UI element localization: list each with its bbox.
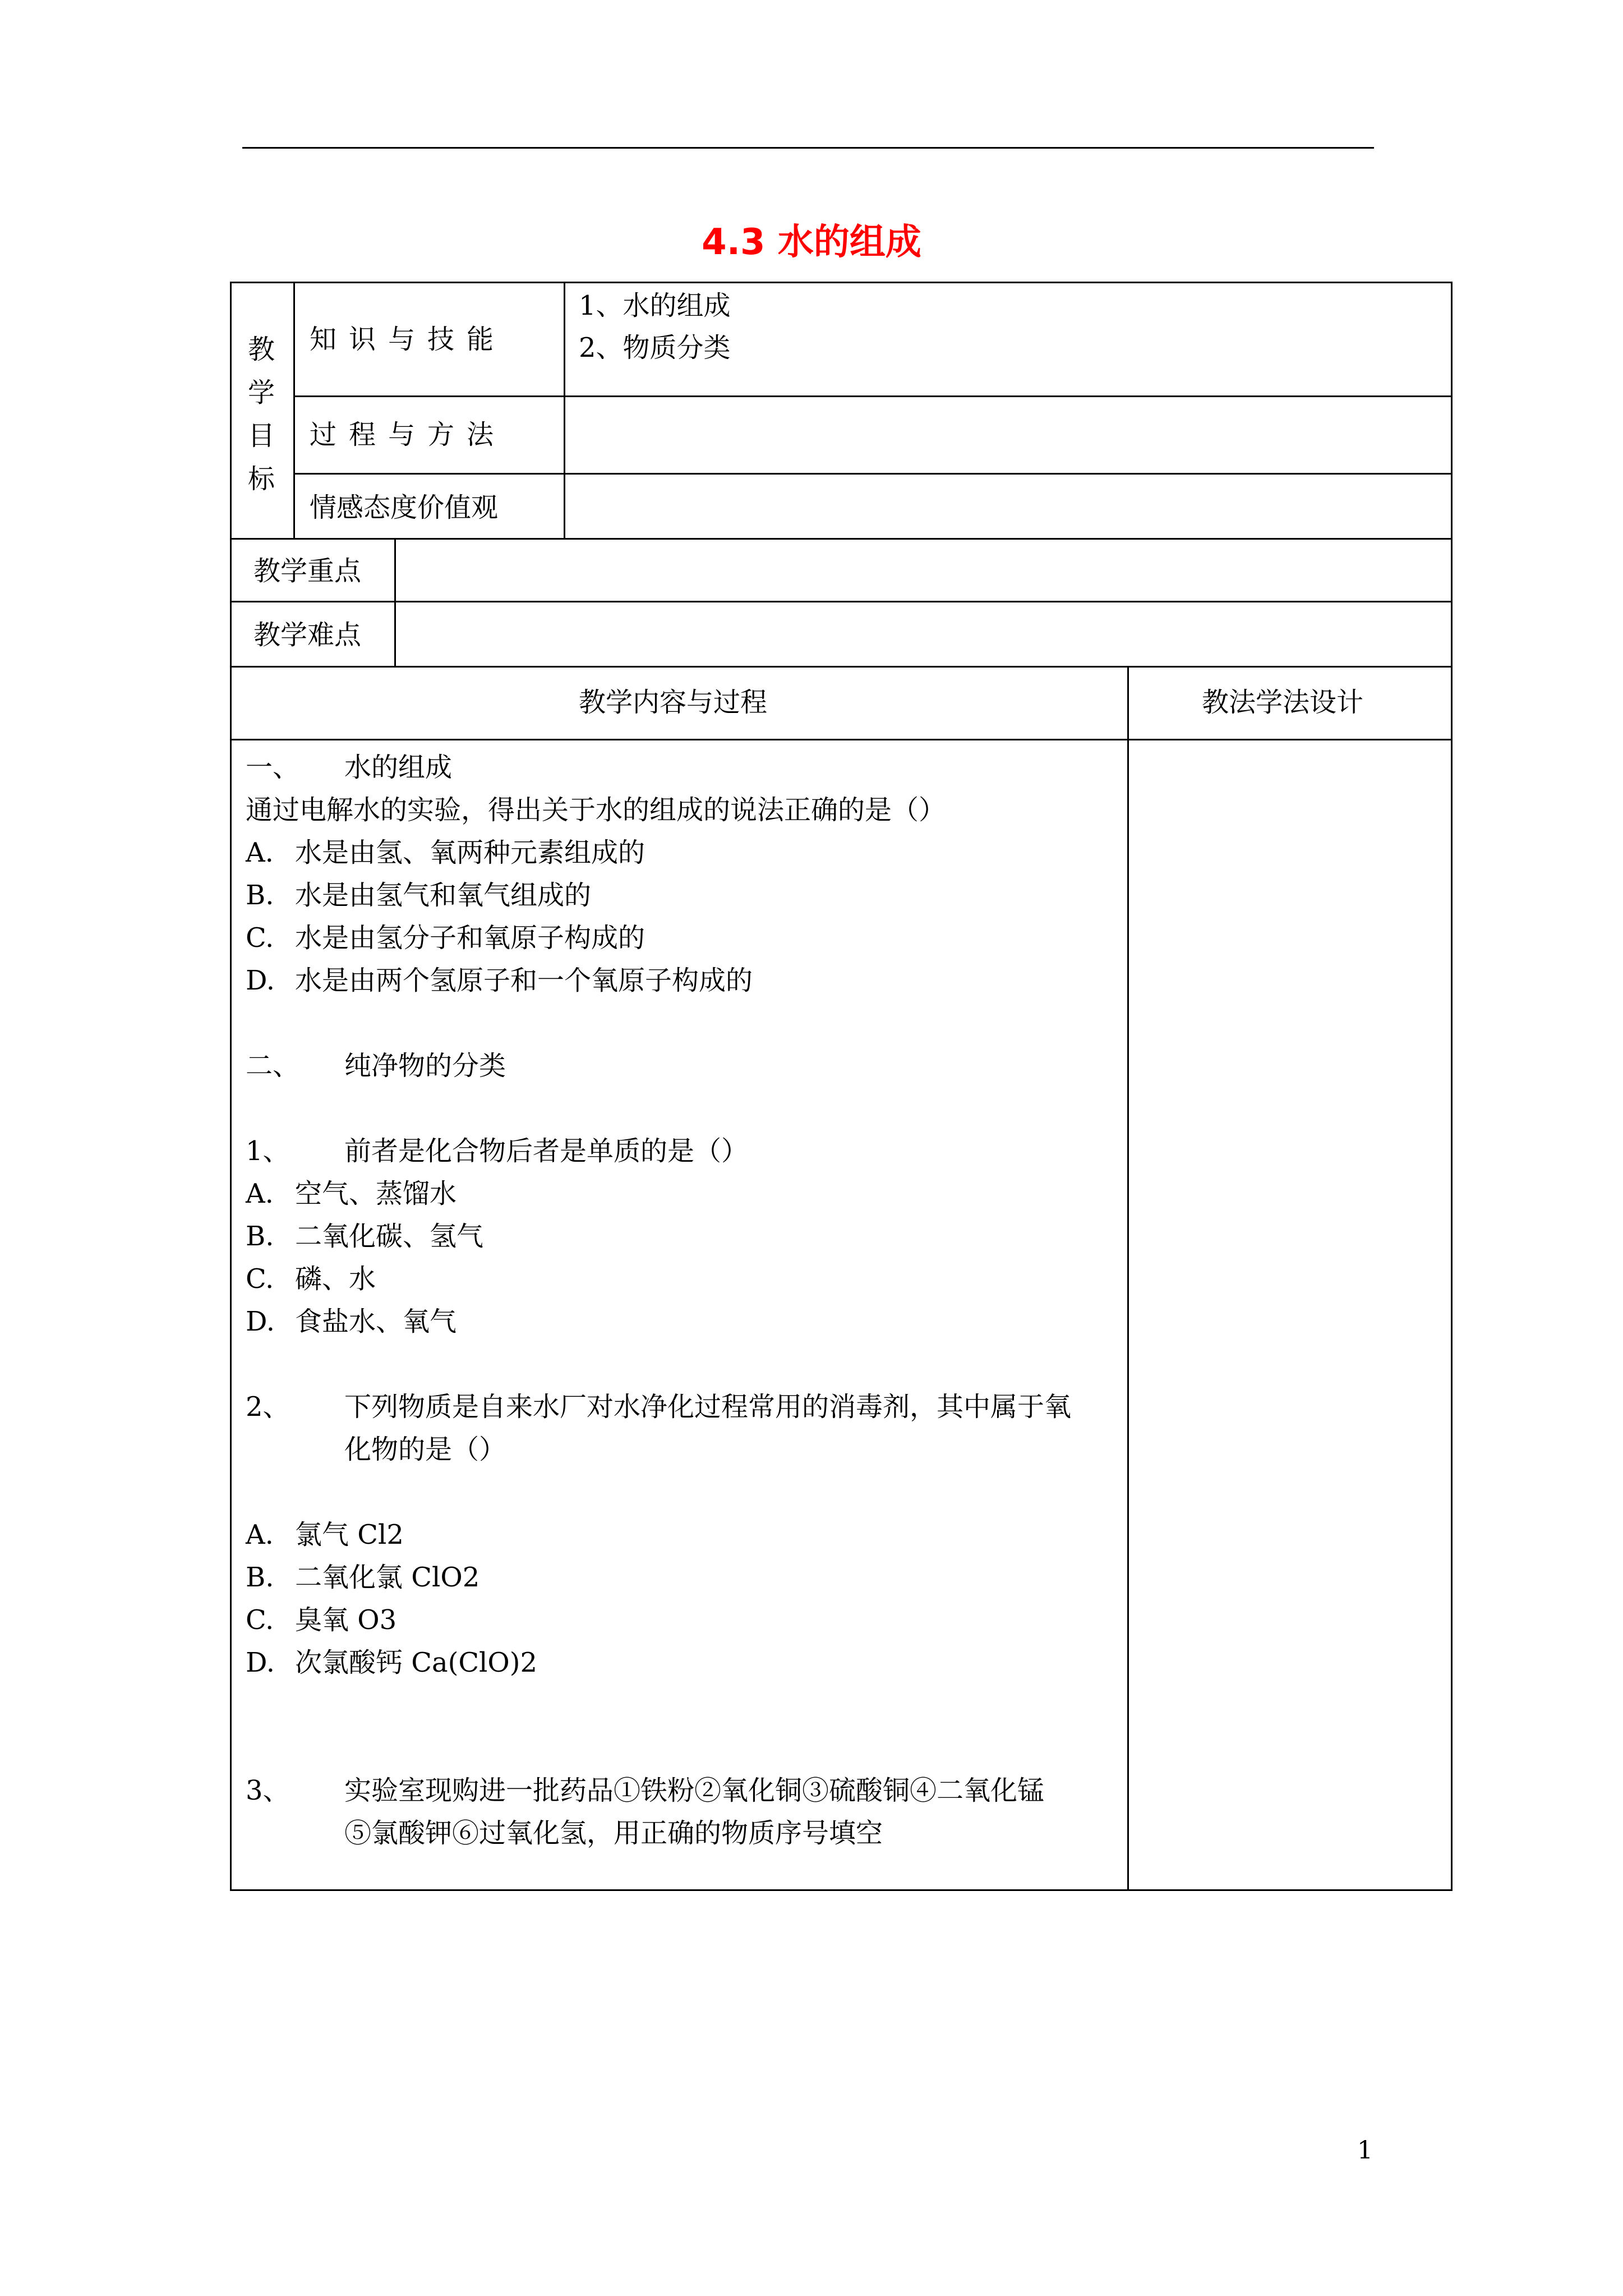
- question-1-option-d: D. 食盐水、氧气: [246, 1306, 457, 1337]
- column-header-methods: 教法学法设计: [1202, 687, 1364, 718]
- section-1-option-d: D. 水是由两个氢原子和一个氧原子构成的: [246, 965, 753, 996]
- section-1-option-c: C. 水是由氢分子和氧原子构成的: [246, 922, 645, 954]
- question-2-option-a: A. 氯气 Cl2: [246, 1519, 404, 1550]
- section-1-option-b: B. 水是由氢气和氧气组成的: [246, 880, 592, 911]
- lesson-content: [246, 746, 1121, 1855]
- objectives-group-label: 教 学 目 标: [247, 334, 275, 495]
- objective-label-process: 过程与方法: [310, 419, 506, 450]
- objective-label-knowledge: 知识与技能: [310, 324, 506, 355]
- section-1-question: 通过电解水的实验，得出关于水的组成的说法正确的是（）: [246, 794, 946, 826]
- question-1: 1、 前者是化合物后者是单质的是（）: [246, 1135, 749, 1167]
- question-3-continued: ⑤氯酸钾⑥过氧化氢，用正确的物质序号填空: [344, 1818, 883, 1849]
- question-2: 2、 下列物质是自来水厂对水净化过程常用的消毒剂，其中属于氧: [246, 1391, 1072, 1423]
- question-2-option-c: C. 臭氧 O3: [246, 1604, 397, 1636]
- key-points-label: 教学重点: [253, 555, 362, 587]
- column-header-content: 教学内容与过程: [579, 687, 768, 718]
- difficulties-row: [230, 601, 1453, 668]
- page-number: 1: [1357, 2136, 1373, 2165]
- objective-knowledge-line-2: 2、物质分类: [579, 332, 731, 364]
- objective-label-attitude: 情感态度价值观: [310, 492, 499, 523]
- question-3: 3、 实验室现购进一批药品①铁粉②氧化铜③硫酸铜④二氧化锰: [246, 1775, 1045, 1806]
- difficulties-label: 教学难点: [253, 619, 362, 651]
- question-2-option-d: D. 次氯酸钙 Ca(ClO)2: [246, 1647, 538, 1678]
- key-points-row: [230, 538, 1453, 602]
- question-1-option-b: B. 二氧化碳、氢气: [246, 1221, 484, 1252]
- header-rule: [242, 147, 1374, 149]
- question-1-option-c: C. 磷、水: [246, 1263, 376, 1295]
- page-title: 4.3 水的组成: [702, 222, 921, 263]
- section-2-heading: 二、 纯净物的分类: [246, 1050, 506, 1082]
- section-1-option-a: A. 水是由氢、氧两种元素组成的: [246, 837, 645, 868]
- section-1-heading: 一、 水的组成: [246, 752, 453, 783]
- question-2-continued: 化物的是（）: [344, 1434, 506, 1465]
- question-2-option-b: B. 二氧化氯 ClO2: [246, 1562, 480, 1593]
- objective-knowledge-line-1: 1、水的组成: [579, 290, 731, 321]
- question-1-option-a: A. 空气、蒸馏水: [246, 1178, 457, 1209]
